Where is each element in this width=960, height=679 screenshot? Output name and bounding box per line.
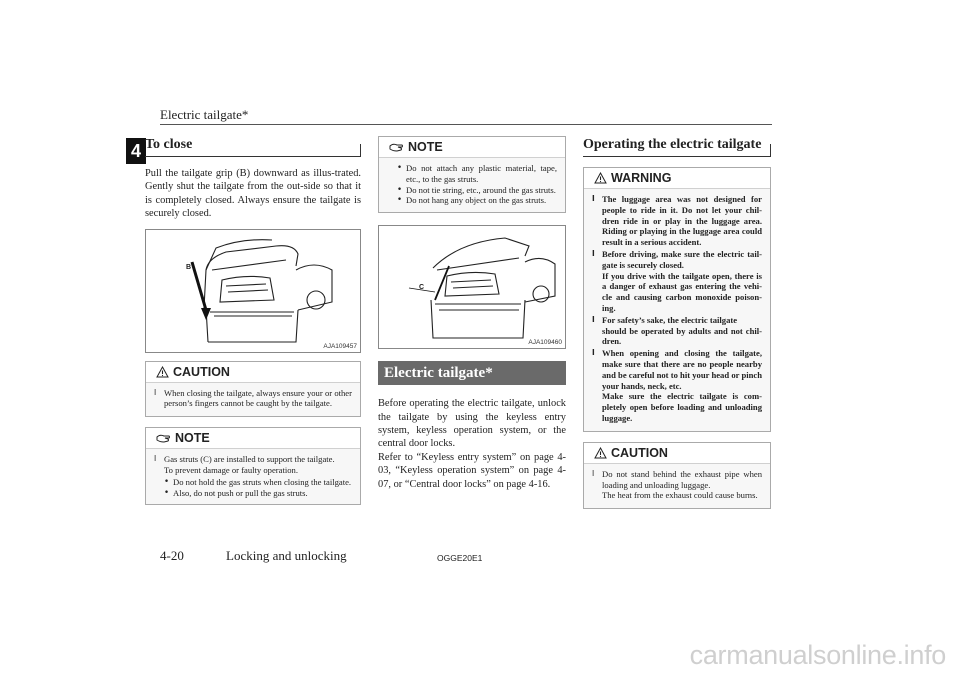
electric-tailgate-paragraph-1: Before operating the electric tailgate, unlock the tailgate by using the keyless entry system, keyless operation system, or the central door locks. bbox=[378, 398, 566, 450]
section-title: To close bbox=[145, 137, 193, 152]
sub-list-item: • Do not hang any object on the gas struts. bbox=[397, 195, 547, 206]
column-left bbox=[145, 136, 361, 515]
bullet-icon: l bbox=[592, 468, 595, 478]
list-item: l When closing the tailgate, always ensure your or other person’s fingers cannot be caught by the tailgate. bbox=[154, 387, 352, 409]
caution-triangle-icon bbox=[156, 366, 169, 378]
figure-label-b: B bbox=[186, 263, 192, 271]
warning-triangle-icon bbox=[594, 172, 607, 184]
footer-page-number: 4-20 bbox=[160, 548, 184, 563]
bullet-icon: l bbox=[154, 387, 157, 397]
list-item: l When opening and closing the tailgate, make sure that there are no people nearby and be careful not to hit your head or pinch your hands, neck, etc. Make sure the electric tailgate is com-pletely open before loading and unloading luggage. bbox=[592, 348, 762, 423]
section-banner-electric-tailgate: Electric tailgate* bbox=[378, 361, 566, 385]
sub-list-item: • Do not hold the gas struts when closing the tailgate. bbox=[164, 476, 352, 487]
dot-icon: • bbox=[164, 487, 170, 498]
note-box bbox=[378, 136, 566, 213]
figure-gas-struts bbox=[378, 225, 566, 349]
bullet-icon: l bbox=[592, 194, 595, 203]
sub-list-item: • Do not attach any plastic material, tape, etc., to the gas struts. bbox=[397, 163, 557, 184]
note-hand-icon bbox=[389, 141, 404, 153]
header-rule bbox=[160, 124, 772, 125]
bullet-icon: l bbox=[592, 248, 595, 258]
caution-box bbox=[583, 442, 771, 509]
section-title: Operating the electric tailgate bbox=[583, 137, 762, 152]
column-right bbox=[583, 136, 771, 519]
chapter-tab: 4 bbox=[126, 138, 146, 164]
bullet-icon: l bbox=[592, 348, 595, 358]
list-item: l For safety’s sake, the electric tailgate should be operated by adults and not chil-dren. bbox=[592, 314, 762, 347]
note-title: NOTE bbox=[408, 140, 443, 154]
warning-title: WARNING bbox=[611, 171, 672, 185]
note-title: NOTE bbox=[175, 431, 210, 446]
tailgate-close-illustration bbox=[146, 230, 362, 352]
gas-struts-illustration bbox=[379, 226, 567, 348]
column-middle bbox=[378, 136, 566, 499]
dot-icon: • bbox=[164, 476, 170, 487]
note-box bbox=[145, 427, 361, 505]
section-heading-to-close bbox=[145, 136, 361, 157]
dot-icon: • bbox=[397, 163, 403, 173]
figure-label-c: C bbox=[419, 284, 425, 292]
to-close-paragraph: Pull the tailgate grip (B) downward as illus-trated. Gently shut the tailgate from the out-side so that it is completely closed. Always ensure the tailgate is securely closed. bbox=[145, 168, 361, 220]
bullet-icon: l bbox=[154, 454, 157, 464]
figure-id: AJA109460 bbox=[528, 339, 562, 347]
electric-tailgate-paragraph-2: Refer to “Keyless entry system” on page 4-03, “Keyless operation system” on page 4-07, or “Central door locks” on page 4-16. bbox=[378, 451, 566, 490]
list-item: l Do not stand behind the exhaust pipe when loading and unloading luggage. The heat from the exhaust could cause burns. bbox=[592, 468, 762, 501]
dot-icon: • bbox=[397, 184, 403, 195]
list-item: l Gas struts (C) are installed to support the tailgate. To prevent damage or faulty operation. bbox=[154, 454, 335, 476]
warning-box bbox=[583, 167, 771, 432]
list-item: l Before driving, make sure the electric tail-gate is securely closed. If you drive with the tailgate open, there is a danger of exhaust gas entering the vehi-cle and causing carbon monoxide poison-ing. bbox=[592, 248, 762, 313]
caution-title: CAUTION bbox=[611, 445, 668, 460]
sub-list-item: • Also, do not push or pull the gas struts. bbox=[164, 487, 308, 498]
note-hand-icon bbox=[156, 432, 171, 444]
list-item: l The luggage area was not designed for people to ride in it. Do not let your chil-dren ride in or play in the luggage area. Riding or playing in the luggage area could result in a serious accident. bbox=[592, 194, 762, 248]
sub-list-item: • Do not tie string, etc., around the gas struts. bbox=[397, 184, 556, 195]
caution-title: CAUTION bbox=[173, 364, 230, 379]
caution-triangle-icon bbox=[594, 447, 607, 459]
figure-id: AJA109457 bbox=[323, 342, 357, 350]
figure-tailgate-close bbox=[145, 229, 361, 353]
section-heading-operating bbox=[583, 136, 771, 157]
caution-box bbox=[145, 361, 361, 418]
page-header-title: Electric tailgate* bbox=[160, 107, 249, 122]
bullet-icon: l bbox=[592, 314, 595, 324]
footer-doc-code: OGGE20E1 bbox=[437, 553, 483, 563]
footer-section-name: Locking and unlocking bbox=[226, 548, 347, 563]
dot-icon: • bbox=[397, 195, 403, 206]
watermark: carmanualsonline.info bbox=[689, 640, 946, 670]
